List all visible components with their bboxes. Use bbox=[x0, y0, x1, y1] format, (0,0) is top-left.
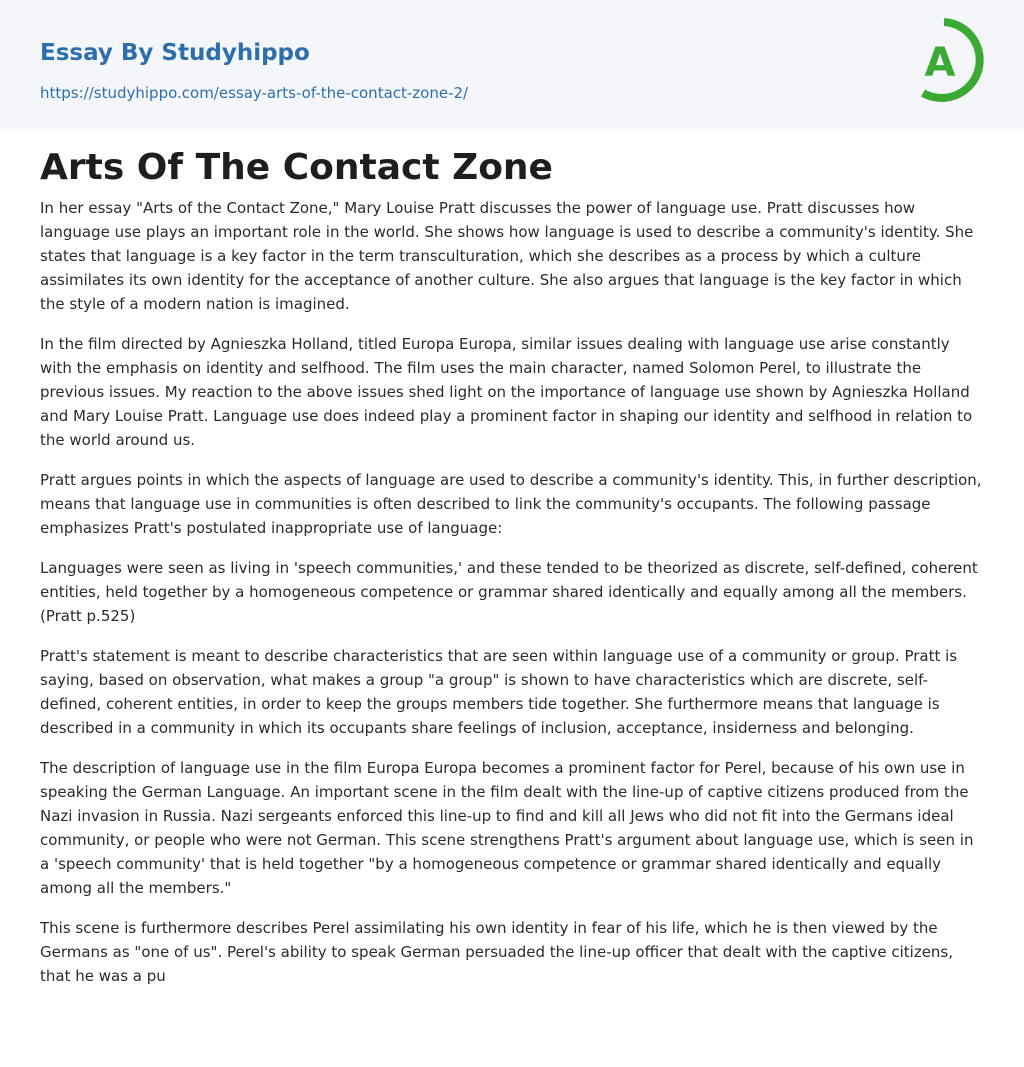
essay-paragraph: Pratt argues points in which the aspects of language are used to describe a community's identity. This, in further description, means that language use in communities is often described to link the community's occupants. The following passage emphasizes Pratt's postulated inappropriate use of language: bbox=[40, 471, 982, 537]
essay-paragraph: The description of language use in the film Europa Europa becomes a prominent factor for Perel, because of his own use in speaking the German Language. An important scene in the film dealt with the line-up of captive citizens produced from the Nazi invasion in Russia. Nazi sergeants enforced this line-up to find and kill all Jews who did not fit into the Germans ideal community, or people who were not German. This scene strengthens Pratt's argument about language use, which is seen in a 'speech community' that is held together "by a homogeneous competence or grammar shared identically and equally among all the members." bbox=[40, 759, 974, 897]
essay-paragraph: In the film directed by Agnieszka Holland, titled Europa Europa, similar issues dealing with language use arise constantly with the emphasis on identity and selfhood. The film uses the main character, named Solomon Perel, to illustrate the previous issues. My reaction to the above issues shed light on the importance of language use shown by Agnieszka Holland and Mary Louise Pratt. Language use does indeed play a prominent factor in shaping our identity and selfhood in relation to the world around us. bbox=[40, 335, 973, 449]
essay-title: Arts Of The Contact Zone bbox=[40, 147, 553, 188]
essay-paragraph: In her essay "Arts of the Contact Zone," Mary Louise Pratt discusses the power of language use. Pratt discusses how language use plays an important role in the world. She shows how language is used to describe a community's identity. She states that language is a key factor in the term transculturation, which she describes as a process by which a culture assimilates its own identity for the acceptance of another culture. She also argues that language is the key factor in which the style of a modern nation is imagined. bbox=[40, 199, 974, 313]
site-title[interactable]: Essay By Studyhippo bbox=[40, 40, 310, 66]
studyhippo-logo-icon[interactable] bbox=[911, 18, 987, 106]
essay-paragraph-truncated: This scene is furthermore describes Perel assimilating his own identity in fear of his life, which he is then viewed by the Germans as "one of us". Perel's ability to speak German persuaded the line-up officer that dealt with the captive citizens, that he was a pu bbox=[40, 919, 954, 985]
essay-content bbox=[40, 140, 986, 1004]
essay-quote-paragraph: Languages were seen as living in 'speech communities,' and these tended to be theorized as discrete, self-defined, coherent entities, held together by a homogeneous competence or grammar shared identically and equally among all the members. (Pratt p.525) bbox=[40, 559, 978, 625]
essay-url-link[interactable]: https://studyhippo.com/essay-arts-of-the-contact-zone-2/ bbox=[40, 84, 469, 102]
logo-letter: A bbox=[924, 40, 956, 86]
essay-body bbox=[40, 196, 986, 988]
essay-paragraph: Pratt's statement is meant to describe characteristics that are seen within language use of a community or group. Pratt is saying, based on observation, what makes a group "a group" is shown to have characteristics which are discrete, self-defined, coherent entities, in order to keep the groups members tide together. She furthermore means that language is described in a community in which its occupants share feelings of inclusion, acceptance, insiderness and belonging. bbox=[40, 647, 958, 737]
page-header bbox=[0, 0, 1024, 129]
